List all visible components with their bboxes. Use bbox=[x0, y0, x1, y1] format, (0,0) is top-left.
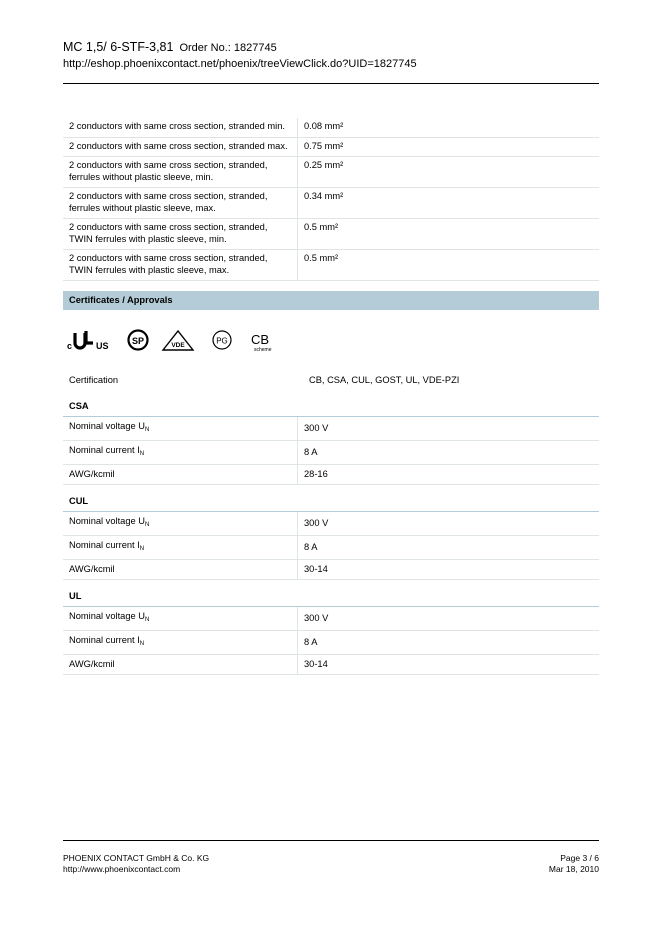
page-header bbox=[63, 40, 599, 71]
table-row bbox=[63, 631, 599, 655]
spec-key: 2 conductors with same cross section, stranded, ferrules without plastic sleeve, max. bbox=[63, 188, 298, 219]
spec-value: 0.08 mm² bbox=[298, 118, 600, 137]
header-divider bbox=[63, 83, 599, 84]
approval-logos bbox=[63, 310, 599, 370]
product-name: MC 1,5/ 6-STF-3,81 bbox=[63, 40, 174, 54]
row-key: Nominal current $I_N$ bbox=[63, 631, 298, 655]
table-row bbox=[63, 250, 599, 281]
spec-key: 2 conductors with same cross section, stranded max. bbox=[63, 137, 298, 157]
table-row bbox=[63, 512, 599, 536]
cb-scheme-text: scheme bbox=[254, 347, 272, 353]
row-key: Nominal voltage $U_N$ bbox=[63, 607, 298, 631]
group-title: CUL bbox=[63, 492, 599, 512]
page-number: Page 3 / 6 bbox=[560, 853, 599, 863]
spec-table bbox=[63, 118, 599, 281]
footer-date: Mar 18, 2010 bbox=[548, 864, 599, 874]
row-value: 300 V bbox=[298, 512, 600, 536]
cul-group bbox=[63, 492, 599, 580]
certification-row bbox=[63, 370, 599, 390]
table-row bbox=[63, 465, 599, 485]
row-key: Nominal current $I_N$ bbox=[63, 536, 298, 560]
group-table bbox=[63, 512, 599, 580]
row-value: 28-16 bbox=[298, 465, 600, 485]
row-value: 8 A bbox=[298, 441, 600, 465]
table-row bbox=[63, 655, 599, 675]
row-key: Nominal voltage $U_N$ bbox=[63, 417, 298, 441]
ul-group bbox=[63, 587, 599, 675]
row-key: AWG/kcmil bbox=[63, 560, 298, 580]
csa-icon bbox=[126, 325, 150, 355]
product-url[interactable]: http://eshop.phoenixcontact.net/phoenix/treeViewClick.do?UID=1827745 bbox=[63, 58, 417, 70]
gost-icon bbox=[209, 325, 235, 355]
row-value: 300 V bbox=[298, 417, 600, 441]
row-value: 30-14 bbox=[298, 655, 600, 675]
spec-value: 0.5 mm² bbox=[298, 250, 600, 281]
row-key: AWG/kcmil bbox=[63, 465, 298, 485]
spec-key: 2 conductors with same cross section, stranded, ferrules without plastic sleeve, min. bbox=[63, 157, 298, 188]
cul-us-icon bbox=[66, 325, 116, 355]
row-value: 8 A bbox=[298, 536, 600, 560]
table-row bbox=[63, 188, 599, 219]
table-row bbox=[63, 441, 599, 465]
csa-group bbox=[63, 397, 599, 485]
row-value: 300 V bbox=[298, 607, 600, 631]
spec-value: 0.75 mm² bbox=[298, 137, 600, 157]
spec-value: 0.25 mm² bbox=[298, 157, 600, 188]
row-value: 8 A bbox=[298, 631, 600, 655]
page-footer bbox=[63, 853, 599, 875]
group-title: CSA bbox=[63, 397, 599, 417]
table-row bbox=[63, 417, 599, 441]
certificates-section-title: Certificates / Approvals bbox=[63, 291, 599, 310]
footer-meta bbox=[549, 853, 599, 875]
row-key: AWG/kcmil bbox=[63, 655, 298, 675]
group-table bbox=[63, 607, 599, 675]
certification-value: CB, CSA, CUL, GOST, UL, VDE-PZI bbox=[309, 375, 460, 385]
group-title: UL bbox=[63, 587, 599, 607]
spec-key: 2 conductors with same cross section, stranded min. bbox=[63, 118, 298, 137]
spec-value: 0.5 mm² bbox=[298, 219, 600, 250]
product-title bbox=[63, 40, 599, 56]
spec-value: 0.34 mm² bbox=[298, 188, 600, 219]
spec-key: 2 conductors with same cross section, stranded, TWIN ferrules with plastic sleeve, min. bbox=[63, 219, 298, 250]
table-row bbox=[63, 137, 599, 157]
table-row bbox=[63, 560, 599, 580]
footer-divider bbox=[63, 840, 599, 841]
cul-c-glyph: c bbox=[67, 341, 73, 351]
vde-text: VDE bbox=[171, 342, 185, 349]
row-key: Nominal voltage $U_N$ bbox=[63, 512, 298, 536]
cul-us-text: US bbox=[96, 341, 109, 351]
vde-icon bbox=[161, 325, 195, 355]
gost-pg-text: PG bbox=[216, 336, 228, 346]
table-row bbox=[63, 536, 599, 560]
row-key: Nominal current $I_N$ bbox=[63, 441, 298, 465]
group-table bbox=[63, 417, 599, 485]
certification-label: Certification bbox=[69, 375, 119, 385]
table-row bbox=[63, 157, 599, 188]
cb-text: CB bbox=[251, 332, 270, 347]
table-row bbox=[63, 118, 599, 137]
csa-sp-text: SP bbox=[131, 336, 145, 346]
page-content bbox=[63, 118, 599, 675]
table-row bbox=[63, 607, 599, 631]
table-row bbox=[63, 219, 599, 250]
footer-website[interactable]: http://www.phoenixcontact.com bbox=[63, 864, 181, 874]
spec-key: 2 conductors with same cross section, stranded, TWIN ferrules with plastic sleeve, max. bbox=[63, 250, 298, 281]
order-number: Order No.: 1827745 bbox=[179, 42, 277, 54]
cb-scheme-icon bbox=[248, 325, 278, 355]
row-value: 30-14 bbox=[298, 560, 600, 580]
footer-company: PHOENIX CONTACT GmbH & Co. KG bbox=[63, 853, 210, 863]
